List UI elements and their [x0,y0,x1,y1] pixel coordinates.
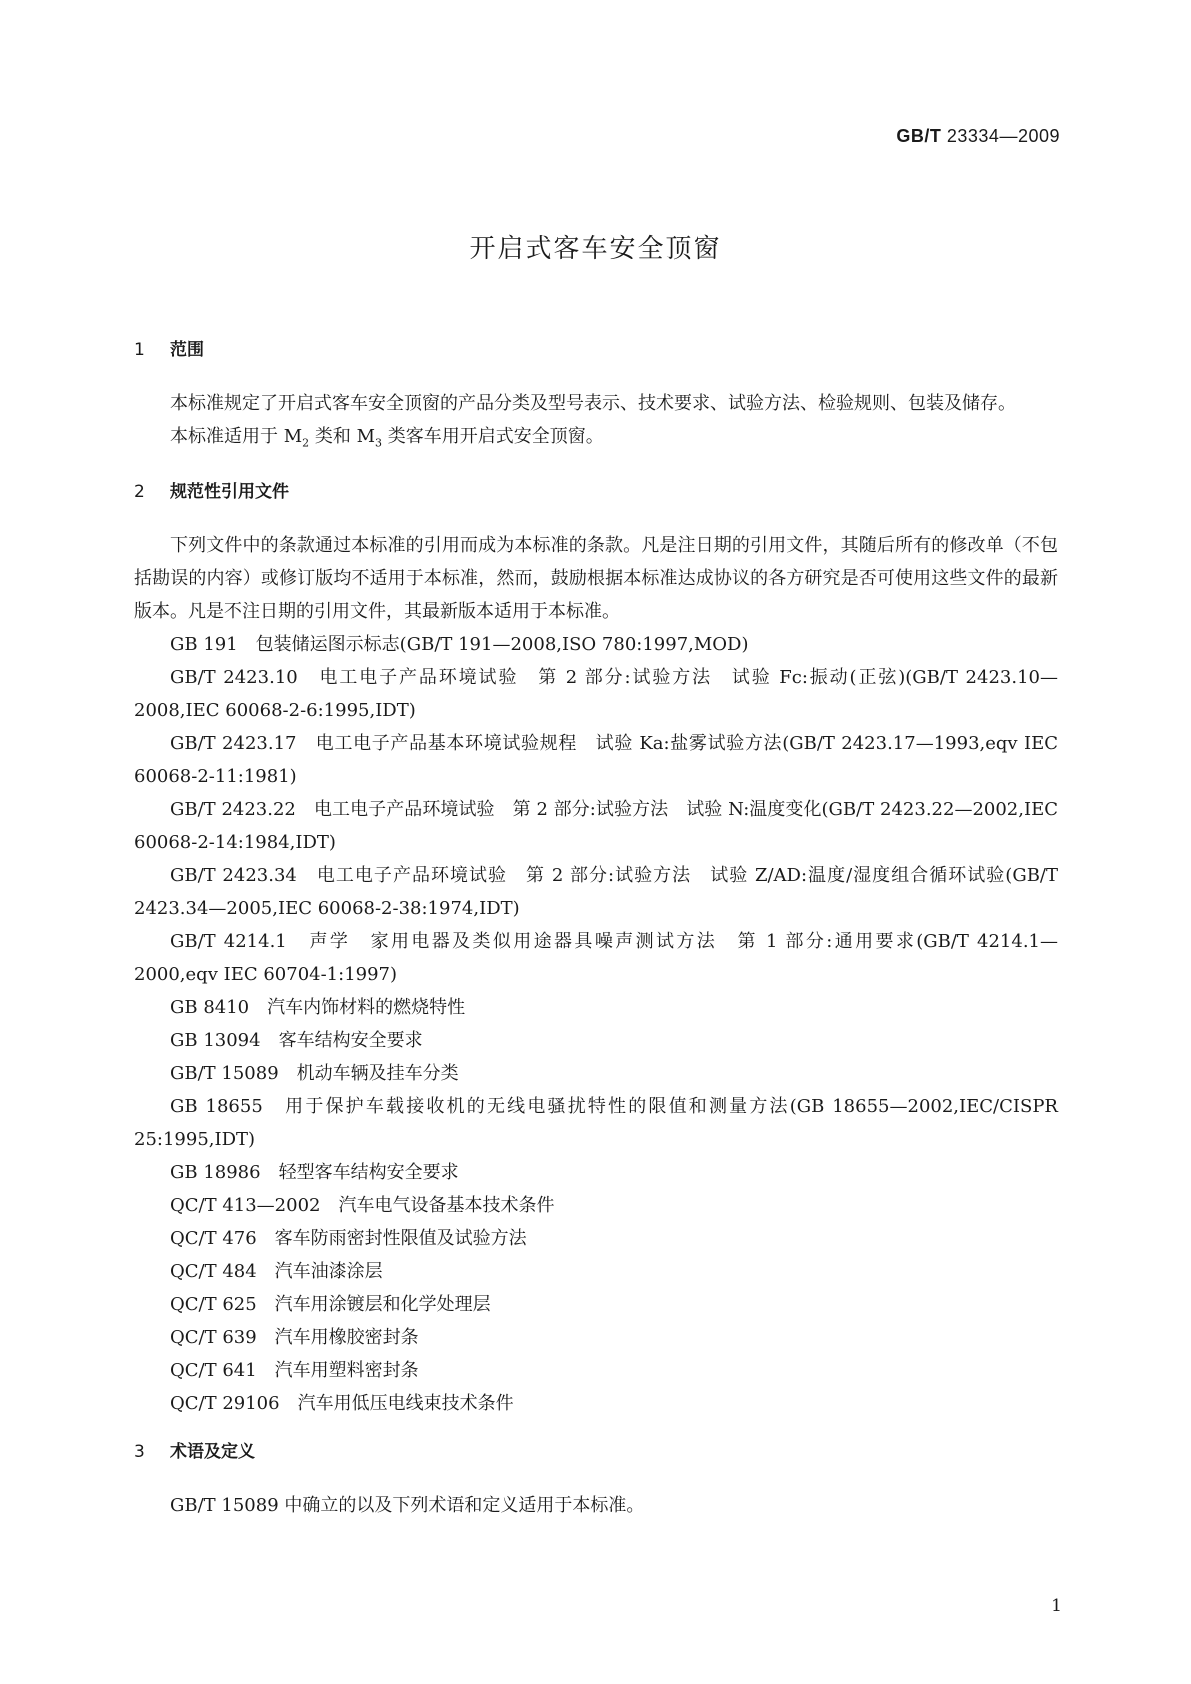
reference-item: QC/T 413—2002 汽车电气设备基本技术条件 [170,1194,555,1216]
reference-item: GB 191 包装储运图示标志(GB/T 191—2008,ISO 780:1997,MOD) [170,633,749,655]
reference-item: GB 13094 客车结构安全要求 [170,1029,423,1051]
scope-applicability: 本标准适用于 $M_2$ 类和 $M_3$ 类客车用开启式安全顶窗。 [170,426,604,450]
reference-item: GB/T 2423.22 电工电子产品环境试验 第 2 部分:试验方法 试验 N:温度变化(GB/T 2423.22—2002,IEC 60068-2-14:1984,IDT) [134,798,1058,853]
reference-item: GB 18655 用于保护车载接收机的无线电骚扰特性的限值和测量方法(GB 18655—2002,IEC/CISPR 25:1995,IDT) [134,1095,1058,1150]
section-2-heading [134,476,1058,509]
reference-item: QC/T 476 客车防雨密封性限值及试验方法 [170,1227,527,1249]
reference-item: QC/T 484 汽车油漆涂层 [170,1260,383,1282]
terms-paragraph: GB/T 15089 中确立的以及下列术语和定义适用于本标准。 [170,1494,645,1516]
section-1-heading [134,334,1058,367]
reference-item: GB/T 15089 机动车辆及挂车分类 [170,1062,459,1084]
reference-item: GB 18986 轻型客车结构安全要求 [170,1161,459,1183]
reference-item: GB/T 4214.1 声学 家用电器及类似用途器具噪声测试方法 第 1 部分:通用要求(GB/T 4214.1—2000,eqv IEC 60704-1:1997) [134,930,1058,985]
standard-code: 23334—2009 [946,126,1060,146]
reference-list [134,628,1058,1420]
reference-item: QC/T 625 汽车用涂镀层和化学处理层 [170,1293,491,1315]
reference-item: GB 8410 汽车内饰材料的燃烧特性 [170,996,466,1018]
section-title: 术语及定义 [170,1441,255,1462]
document-body [134,334,1058,1522]
document-title: 开启式客车安全顶窗 [469,234,722,264]
reference-item: GB/T 2423.10 电工电子产品环境试验 第 2 部分:试验方法 试验 Fc:振动(正弦)(GB/T 2423.10—2008,IEC 60068-2-6:1995,IDT) [134,666,1058,721]
reference-item: GB/T 2423.17 电工电子产品基本环境试验规程 试验 Ka:盐雾试验方法(GB/T 2423.17—1993,eqv IEC 60068-2-11:1981) [134,732,1058,787]
reference-item: QC/T 639 汽车用橡胶密封条 [170,1326,419,1348]
section-3-heading [134,1436,1058,1469]
section-number: 3 [134,1441,145,1462]
section-title: 范围 [170,340,204,360]
reference-item: QC/T 29106 汽车用低压电线束技术条件 [170,1392,514,1414]
page-number: 1 [1051,1596,1062,1616]
section-number: 1 [134,340,145,360]
section-title: 规范性引用文件 [170,481,289,502]
standard-number [896,126,1060,147]
standard-prefix: GB/T [896,126,942,146]
scope-paragraph: 本标准规定了开启式客车安全顶窗的产品分类及型号表示、技术要求、试验方法、检验规则、包装及储存。 [170,393,1016,414]
section-number: 2 [134,481,145,502]
reference-item: QC/T 641 汽车用塑料密封条 [170,1359,419,1381]
reference-item: GB/T 2423.34 电工电子产品环境试验 第 2 部分:试验方法 试验 Z/AD:温度/湿度组合循环试验(GB/T 2423.34—2005,IEC 60068-2-38:1974,IDT) [134,864,1058,919]
normative-intro: 下列文件中的条款通过本标准的引用而成为本标准的条款。凡是注日期的引用文件，其随后所有的修改单（不包括勘误的内容）或修订版均不适用于本标准，然而，鼓励根据本标准达成协议的各方研究是否可使用这些文件的最新版本。凡是不注日期的引用文件，其最新版本适用于本标准。 [134,534,1058,622]
